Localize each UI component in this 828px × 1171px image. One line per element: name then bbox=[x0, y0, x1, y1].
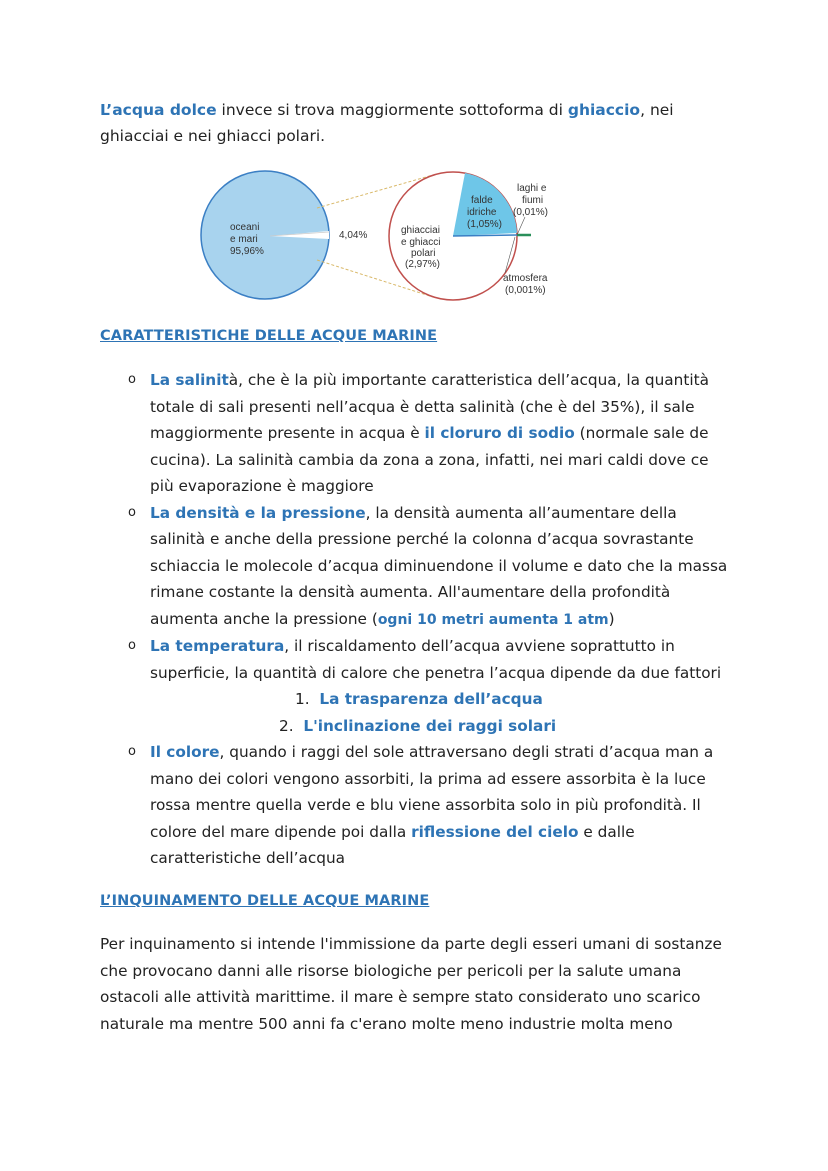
heading-inquinamento: L’INQUINAMENTO DELLE ACQUE MARINE bbox=[100, 893, 430, 909]
laghi-value: (0,01%) bbox=[513, 207, 549, 218]
bullet-marker: o bbox=[128, 744, 136, 759]
fresh-water-value: 4,04% bbox=[339, 230, 368, 241]
list-item-temperatura: o La temperatura, il riscaldamento dell’acqua avviene soprattutto in superficie, la quantità di calore che penetra l’acqua dipende da due fattori 1. La trasparenza dell’acqua 2. L'inclinazione dei raggi solari bbox=[128, 633, 733, 739]
falde-value: (1,05%) bbox=[467, 219, 503, 230]
laghi-label-2: fiumi bbox=[522, 195, 544, 206]
intro-paragraph: L’acqua dolce invece si trova maggiormente sottoforma di ghiaccio, nei ghiacciai e nei ghiacci polari. bbox=[100, 101, 674, 145]
list-item-densita: o La densità e la pressione, la densità aumenta all’aumentare della salinità e anche della pressione perché la colonna d’acqua sovrastante schiaccia le molecole d’acqua diminuendone il volume e dato che la massa rimane costante la densità aumenta. All'aumentare della profondità aumenta anche la pressione (ogni 10 metri aumenta 1 atm) bbox=[128, 500, 733, 634]
ghiacciai-value: (2,97%) bbox=[405, 259, 441, 270]
bullet-marker: o bbox=[128, 638, 136, 653]
list-item-salinita: o La salinità, che è la più importante caratteristica dell’acqua, la quantità totale di sali presenti nell’acqua è detta salinità (che è del 35%), il sale maggiormente presente in acqua è il cloruro di sodio (normale sale de cucina). La salinità cambia da zona a zona, infatti, nei mari caldi dove ce più evaporazione è maggiore bbox=[128, 367, 733, 500]
bullet-marker: o bbox=[128, 504, 136, 520]
falde-label-1: falde bbox=[471, 195, 493, 206]
water-distribution-diagram bbox=[195, 165, 565, 305]
ghiacciai-label-3: polari bbox=[411, 248, 436, 259]
factors-list bbox=[150, 686, 733, 739]
factor-item: 1. La trasparenza dell’acqua bbox=[295, 690, 543, 708]
oceani-value: 95,96% bbox=[230, 246, 264, 257]
list-item-colore: o Il colore, quando i raggi del sole attraversano degli strati d’acqua man a mano dei colori vengono assorbiti, la prima ad essere assorbita è la luce rossa mentre quella verde e blu viene assorbita solo in più profondità. Il colore del mare dipende poi dalla riflessione del cielo e dalle caratteristiche dell’acqua bbox=[128, 739, 733, 872]
laghi-line bbox=[453, 235, 517, 236]
bullet-marker: o bbox=[128, 372, 136, 387]
factor-item: 2. L'inclinazione dei raggi solari bbox=[279, 716, 557, 735]
term-acqua-dolce: L’acqua dolce bbox=[100, 101, 217, 119]
characteristics-list bbox=[128, 367, 733, 872]
term-ghiaccio: ghiaccio bbox=[567, 101, 641, 119]
atmosfera-label: atmosfera bbox=[503, 273, 548, 284]
laghi-label-1: laghi e bbox=[517, 183, 547, 194]
atmosfera-value: (0,001%) bbox=[505, 285, 546, 296]
oceani-label-1: oceani bbox=[230, 222, 260, 233]
heading-caratteristiche: CARATTERISTICHE DELLE ACQUE MARINE bbox=[100, 328, 438, 344]
falde-label-2: idriche bbox=[467, 207, 497, 218]
ghiacciai-label-2: e ghiacci bbox=[401, 237, 441, 248]
oceani-label-2: e mari bbox=[230, 234, 258, 245]
ghiacciai-label-1: ghiacciai bbox=[401, 225, 440, 236]
pollution-paragraph: Per inquinamento si intende l'immissione da parte degli esseri umani di sostanze che provocano danni alle risorse biologiche per pericoli per la salute umana ostacoli alle attività marittime. il mare è sempre stato considerato uno scarico naturale ma mentre 500 anni fa c'erano molte meno industrie molta meno bbox=[100, 935, 722, 1033]
